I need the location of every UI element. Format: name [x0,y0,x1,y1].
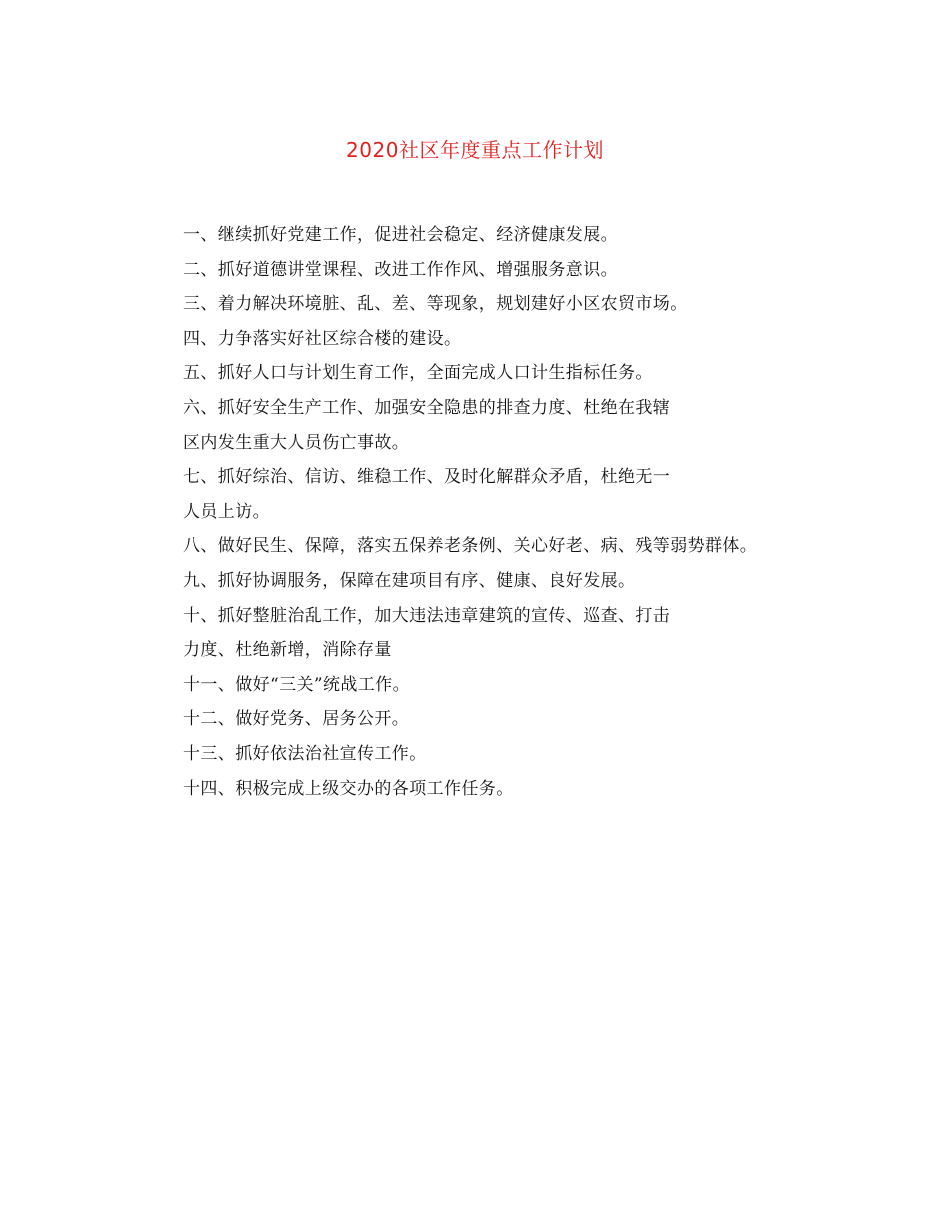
plan-line: 力度、杜绝新增，消除存量 [183,640,392,661]
plan-line: 十、抓好整脏治乱工作，加大违法违章建筑的宣传、巡查、打击 [183,605,671,626]
plan-line: 三、着力解决环境脏、乱、差、等现象，规划建好小区农贸市场。 [183,294,688,315]
plan-line: 八、做好民生、保障，落实五保养老条例、关心好老、病、残等弱势群体。 [183,536,758,557]
plan-line: 十一、做好“三关”统战工作。 [183,674,410,695]
plan-line: 十二、做好党务、居务公开。 [183,709,410,730]
plan-items [183,218,823,806]
plan-line: 一、继续抓好党建工作，促进社会稳定、经济健康发展。 [183,225,618,245]
plan-line: 十三、抓好依法治社宣传工作。 [183,743,427,764]
document-title: 2020社区年度重点工作计划 [346,138,604,162]
plan-line: 七、抓好综治、信访、维稳工作、及时化解群众矛盾，杜绝无一 [183,467,671,488]
plan-line: 六、抓好安全生产工作、加强安全隐患的排查力度、杜绝在我辖 [183,397,671,418]
plan-line: 二、抓好道德讲堂课程、改进工作作风、增强服务意识。 [183,259,618,280]
plan-line: 区内发生重大人员伤亡事故。 [183,432,410,453]
plan-line: 五、抓好人口与计划生育工作，全面完成人口计生指标任务。 [183,363,653,384]
plan-line: 人员上访。 [183,501,270,522]
plan-line: 四、力争落实好社区综合楼的建设。 [183,328,462,349]
plan-line: 九、抓好协调服务，保障在建项目有序、健康、良好发展。 [183,570,636,591]
plan-line: 十四、积极完成上级交办的各项工作任务。 [183,778,514,799]
